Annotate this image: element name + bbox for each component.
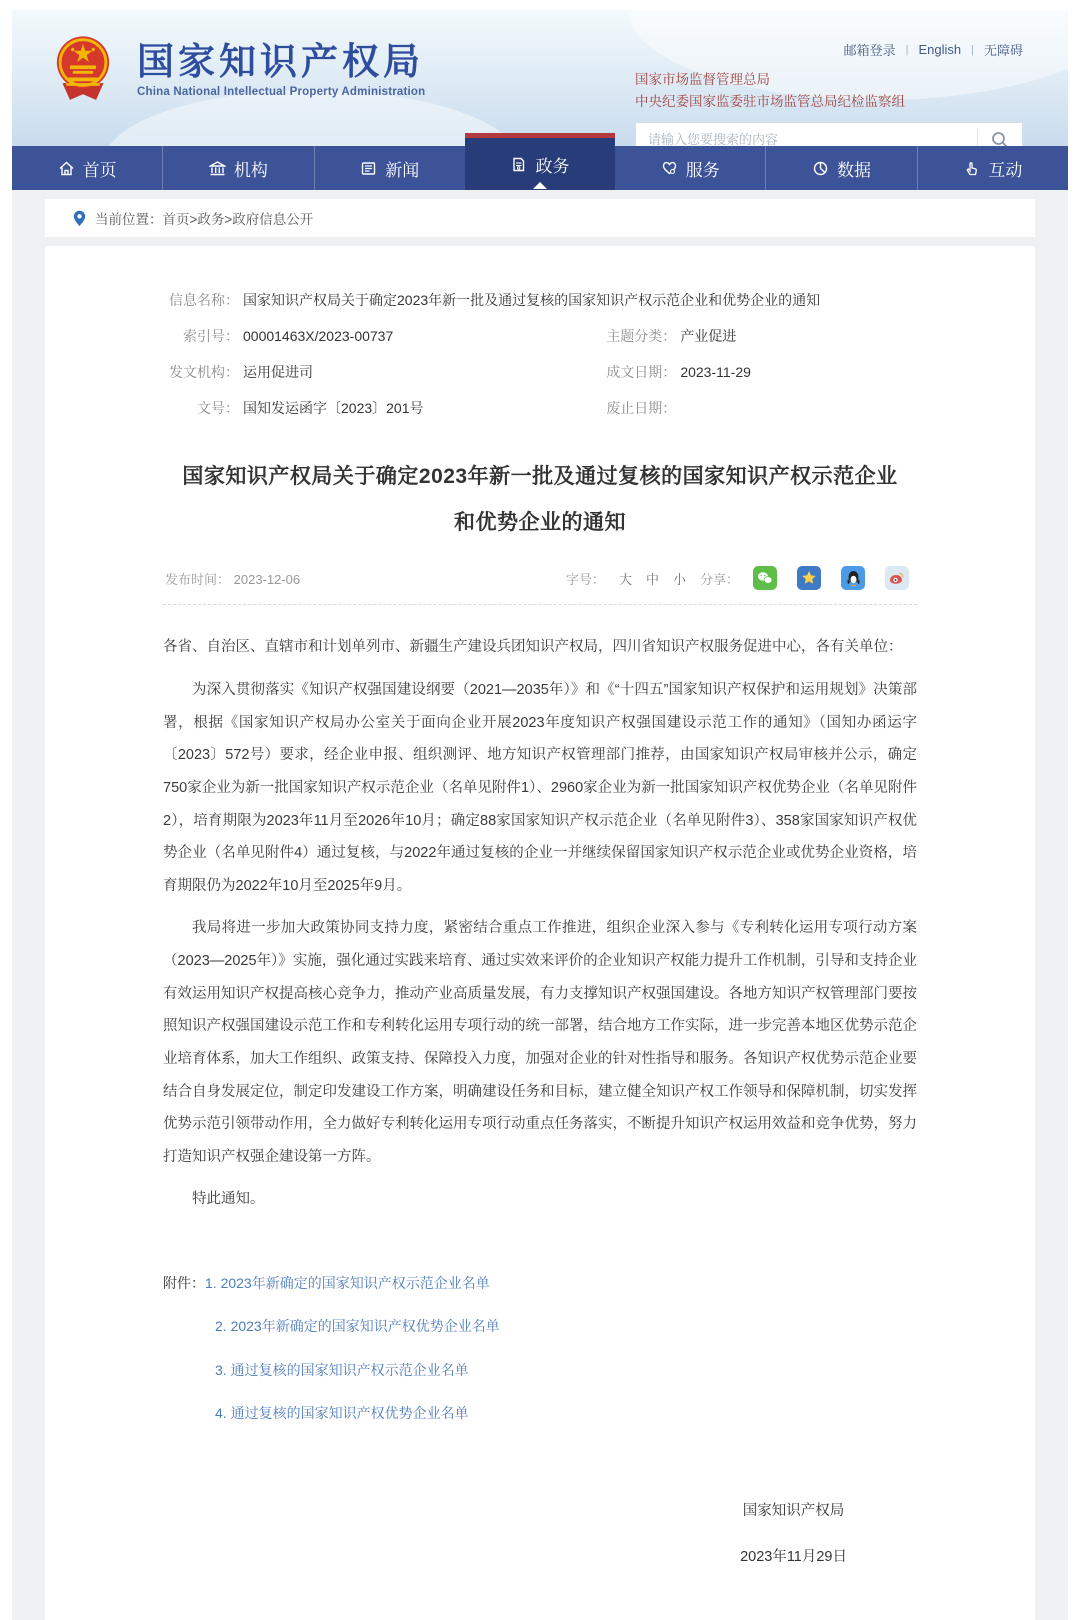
nav-item-services[interactable] — [615, 146, 765, 190]
fontsize-large-button[interactable]: 大 — [618, 571, 632, 587]
info-row-name — [163, 282, 917, 318]
document-info-table — [163, 282, 917, 426]
attachments-label: 附件： — [163, 1275, 205, 1291]
info-label: 信息名称： — [169, 292, 239, 308]
signature-agency: 国家知识产权局 — [742, 1502, 845, 1519]
article-meta-row — [163, 564, 917, 605]
samr-link[interactable]: 国家市场监督管理总局 — [635, 72, 770, 87]
location-pin-icon — [73, 210, 86, 227]
accessibility-link[interactable]: 无障碍 — [983, 43, 1023, 58]
paragraph: 我局将进一步加大政策协同支持力度，紧密结合重点工作推进，组织企业深入参与《专利转化运用专项行动方案（2023—2025年）》实施，强化通过实践来培育、通过实效来评价的企业知识产权能力提升工作机制，引导和支持企业有效运用知识产权提高核心竞争力，推动产业高质量发展，有力支撑知识产权强国建设。各地方知识产权管理部门要按照知识产权强国建设示范工作和专利转化运用专项行动的统一部署，结合地方工作实际，进一步完善本地区优势示范企业培育体系，加大工作组织、政策支持、保障投入力度，加强对企业的针对性指导和服务。各知识产权优势示范企业要结合自身发展定位，制定印发建设工作方案，明确建设任务和目标，建立健全知识产权工作领导和保障机制，切实发挥优势示范引领带动作用，全力做好专利转化运用专项行动重点任务落实，不断提升知识产权运用效益和竞争优势，努力打造知识产权强企建设第一方阵。 — [163, 920, 917, 1165]
share-icons — [753, 566, 909, 590]
english-link[interactable]: English — [918, 42, 962, 57]
signature-block — [163, 1488, 917, 1581]
page — [12, 10, 1068, 1620]
attachments-section — [163, 1262, 917, 1436]
active-tab-caret — [533, 182, 547, 189]
divider: | — [971, 43, 974, 56]
header-right — [635, 40, 1023, 146]
home-icon — [58, 160, 75, 177]
nav-label: 服务 — [685, 160, 720, 180]
info-label: 废止日期： — [606, 400, 677, 416]
document-icon — [510, 156, 527, 173]
nav-label: 互动 — [988, 160, 1023, 180]
breadcrumb-label: 当前位置： — [95, 212, 163, 227]
breadcrumb-path[interactable]: 首页>政务>政府信息公开 — [162, 212, 314, 227]
related-links — [635, 69, 1023, 114]
national-emblem-icon — [55, 34, 111, 106]
info-row — [163, 390, 917, 426]
attachment-row — [163, 1305, 917, 1348]
paragraph: 特此通知。 — [192, 1191, 265, 1208]
attachment-link-1[interactable]: 1. 2023年新确定的国家知识产权示范企业名单 — [205, 1275, 490, 1291]
nav-label: 政务 — [535, 156, 570, 176]
info-value: 国知发运函字〔2023〕201号 — [243, 400, 424, 416]
attachment-row — [163, 1392, 917, 1435]
fontsize-options — [619, 569, 686, 588]
nav-label: 新闻 — [385, 160, 420, 180]
info-label: 发文机构： — [169, 364, 239, 380]
nav-label: 首页 — [82, 160, 117, 180]
meta-tools — [566, 566, 909, 590]
info-label: 主题分类： — [606, 328, 677, 344]
fontsize-label: 字号： — [565, 571, 605, 587]
info-value: 国家知识产权局关于确定2023年新一批及通过复核的国家知识产权示范企业和优势企业的通知 — [243, 292, 821, 308]
content-card — [45, 246, 1035, 1620]
info-label: 索引号： — [183, 328, 239, 344]
article-body — [163, 605, 917, 1216]
nav-item-data[interactable] — [765, 146, 916, 190]
info-value: 产业促进 — [680, 328, 737, 344]
site-subtitle: China National Intellectual Property Administration — [137, 86, 426, 99]
publish-date: 2023-12-06 — [233, 571, 301, 587]
share-label: 分享： — [699, 571, 739, 587]
nav-label: 数据 — [837, 160, 872, 180]
info-row — [163, 354, 917, 390]
attachment-row — [163, 1262, 917, 1305]
fontsize-medium-button[interactable]: 中 — [645, 571, 659, 587]
nav-item-interact[interactable] — [917, 146, 1068, 190]
news-icon — [360, 160, 377, 177]
search-input[interactable] — [636, 132, 977, 146]
divider: | — [905, 43, 909, 56]
search-icon — [991, 131, 1009, 146]
publish-label: 发布时间： — [165, 571, 231, 587]
site-header — [12, 10, 1068, 146]
attachment-row — [163, 1349, 917, 1392]
paragraph: 各省、自治区、直辖市和计划单列市、新疆生产建设兵团知识产权局，四川省知识产权服务促进中心，各有关单位： — [163, 639, 903, 656]
wechat-share-icon[interactable] — [753, 566, 777, 590]
publish-time — [165, 569, 300, 588]
qq-share-icon[interactable] — [841, 566, 865, 590]
breadcrumb — [45, 199, 1035, 237]
page-body — [12, 190, 1068, 1620]
top-links — [653, 40, 1023, 59]
paragraph: 为深入贯彻落实《知识产权强国建设纲要（2021—2035年）》和《“十四五”国家知识产权保护和运用规划》决策部署，根据《国家知识产权局办公室关于面向企业开展2023年度知识产权强国建设示范工作的通知》（国知办函运字〔2023〕572号）要求，经企业申报、组织测评、地方知识产权管理部门推荐，由国家知识产权局审核并公示，确定750家企业为新一批国家知识产权示范企业（名单见附件1）、2960家企业为新一批国家知识产权优势企业（名单见附件2），培育期限为2023年11月至2026年10月；确定88家国家知识产权示范企业（名单见附件3）、358家国家知识产权优势企业（名单见附件4）通过复核，与2022年通过复核的企业一并继续保留国家知识产权示范企业或优势企业资格，培育期限仍为2022年10月至2025年9月。 — [163, 682, 917, 894]
fontsize-small-button[interactable]: 小 — [672, 571, 686, 587]
pie-chart-icon — [812, 160, 829, 177]
mail-login-link[interactable]: 邮箱登录 — [843, 43, 896, 58]
discipline-inspection-link[interactable]: 中央纪委国家监委驻市场监管总局纪检监察组 — [635, 94, 905, 110]
search-box — [635, 122, 1023, 146]
nav-item-news[interactable] — [314, 146, 465, 190]
attachment-link-2[interactable]: 2. 2023年新确定的国家知识产权优势企业名单 — [215, 1318, 500, 1335]
info-row — [163, 318, 917, 354]
signature-date: 2023年11月29日 — [740, 1548, 847, 1565]
search-button[interactable] — [978, 123, 1022, 146]
info-value: 00001463X/2023-00737 — [243, 328, 394, 344]
main-nav — [12, 146, 1068, 190]
nav-item-home[interactable] — [12, 146, 162, 190]
info-value: 2023-11-29 — [680, 364, 751, 380]
nav-label: 机构 — [233, 160, 268, 180]
nav-item-org[interactable] — [162, 146, 313, 190]
nav-item-gov-affairs[interactable] — [465, 133, 615, 190]
hand-pointer-icon — [963, 160, 980, 177]
site-logo[interactable] — [55, 34, 425, 106]
site-title: 国家知识产权局 — [137, 40, 424, 82]
info-label: 成文日期： — [606, 364, 677, 380]
attachment-link-3[interactable]: 3. 通过复核的国家知识产权示范企业名单 — [215, 1361, 469, 1378]
info-label: 文号： — [197, 400, 239, 416]
weibo-share-icon[interactable] — [885, 566, 909, 590]
attachment-link-4[interactable]: 4. 通过复核的国家知识产权优势企业名单 — [215, 1405, 469, 1422]
info-value: 运用促进司 — [243, 364, 313, 380]
bank-icon — [209, 160, 226, 177]
page-title: 国家知识产权局关于确定2023年新一批及通过复核的国家知识产权示范企业和优势企业的通知 — [182, 465, 898, 535]
service-heart-icon — [661, 160, 678, 177]
qzone-share-icon[interactable] — [797, 566, 821, 590]
logo-text — [137, 42, 425, 99]
